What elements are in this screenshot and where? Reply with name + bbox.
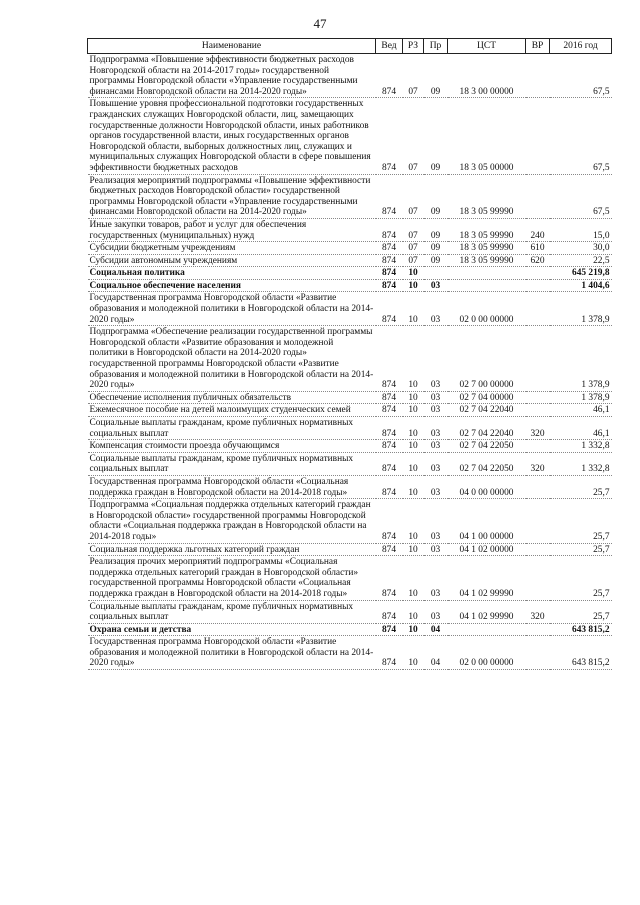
cell-pr: 03 xyxy=(430,441,441,452)
cell-ved: 874 xyxy=(381,314,397,325)
cell-rz: 07 xyxy=(408,243,418,254)
cell-cst: 02 0 00 00000 xyxy=(459,314,514,325)
cell-name: Подпрограмма «Социальная поддержка отдельных категорий граждан в Новгородской области» государственной программы Новгородской области «Социальная поддержка граждан в Новгородской области на 2014-2018 годы» xyxy=(89,500,371,542)
cell-amount: 67,5 xyxy=(593,162,610,173)
cell-vr xyxy=(526,404,550,417)
cell-rz: 10 xyxy=(408,428,418,439)
header-ved: Вед xyxy=(376,39,403,54)
cell-cst: 02 7 00 00000 xyxy=(459,380,514,391)
cell-name: Реализация мероприятий подпрограммы «Повышение эффективности бюджетных расходов Новгородской области» государственной программы Новгородской области «Управление государственными финансами Новгородской области на 2014-2020 годы» xyxy=(89,175,371,218)
cell-rz: 10 xyxy=(408,544,418,555)
cell-ved: 874 xyxy=(381,280,397,291)
cell-cst: 18 3 05 99990 xyxy=(459,243,514,254)
header-pr: Пр xyxy=(424,39,448,54)
table-row xyxy=(88,242,612,255)
table-body xyxy=(88,54,612,670)
cell-vr: 320 xyxy=(530,428,545,439)
cell-name: Субсидии бюджетным учреждениям xyxy=(89,243,236,254)
table-row xyxy=(88,174,612,218)
cell-rz: 10 xyxy=(408,441,418,452)
cell-vr: 240 xyxy=(530,230,545,241)
cell-pr: 03 xyxy=(430,280,441,291)
cell-pr: 09 xyxy=(430,162,441,173)
cell-name: Иные закупки товаров, работ и услуг для обеспечения государственных (муниципальных) нужд xyxy=(89,219,307,241)
cell-amount: 643 815,2 xyxy=(572,658,610,669)
cell-pr: 03 xyxy=(430,428,441,439)
cell-ved: 874 xyxy=(381,531,397,542)
cell-cst xyxy=(448,267,526,280)
cell-vr xyxy=(526,543,550,556)
cell-vr xyxy=(526,326,550,392)
cell-cst: 02 7 04 22050 xyxy=(459,464,514,475)
cell-amount: 30,0 xyxy=(593,243,610,254)
cell-pr: 03 xyxy=(430,405,441,416)
cell-rz: 10 xyxy=(408,612,418,623)
cell-pr: 03 xyxy=(430,380,441,391)
cell-name: Социальные выплаты гражданам, кроме публичных нормативных социальных выплат xyxy=(89,601,354,623)
cell-ved: 874 xyxy=(381,207,397,218)
table-row xyxy=(88,391,612,404)
cell-pr: 03 xyxy=(430,531,441,542)
cell-ved: 874 xyxy=(381,380,397,391)
cell-cst: 04 1 02 99990 xyxy=(459,588,514,599)
cell-ved: 874 xyxy=(381,243,397,254)
cell-rz: 10 xyxy=(408,314,418,325)
table-row xyxy=(88,440,612,453)
page-number: 47 xyxy=(313,16,327,31)
table-row xyxy=(88,404,612,417)
cell-ved: 874 xyxy=(381,612,397,623)
cell-amount: 46,1 xyxy=(593,428,610,439)
cell-name: Обеспечение исполнения публичных обязательств xyxy=(89,392,292,403)
cell-rz: 10 xyxy=(408,658,418,669)
cell-ved: 874 xyxy=(381,230,397,241)
cell-ved: 874 xyxy=(381,588,397,599)
cell-rz: 10 xyxy=(408,380,418,391)
table-row xyxy=(88,279,612,292)
cell-rz: 07 xyxy=(408,207,418,218)
cell-pr: 09 xyxy=(430,243,441,254)
table-row xyxy=(88,543,612,556)
cell-vr xyxy=(526,440,550,453)
cell-cst xyxy=(448,279,526,292)
cell-rz: 10 xyxy=(408,487,418,498)
cell-pr: 03 xyxy=(430,588,441,599)
table-row xyxy=(88,218,612,241)
cell-name: Ежемесячное пособие на детей малоимущих студенческих семей xyxy=(89,405,351,416)
cell-ved: 874 xyxy=(381,268,397,279)
header-year: 2016 год xyxy=(550,39,612,54)
cell-ved: 874 xyxy=(381,487,397,498)
cell-vr: 610 xyxy=(530,243,545,254)
table-row xyxy=(88,98,612,174)
cell-amount: 645 219,8 xyxy=(572,268,610,279)
cell-ved: 874 xyxy=(381,624,397,635)
cell-cst: 18 3 05 99990 xyxy=(459,230,514,241)
cell-rz: 10 xyxy=(408,392,418,403)
cell-amount: 15,0 xyxy=(593,230,610,241)
cell-ved: 874 xyxy=(381,544,397,555)
cell-rz: 07 xyxy=(408,86,418,97)
cell-rz: 10 xyxy=(408,268,418,279)
table-row xyxy=(88,254,612,267)
cell-cst: 02 7 04 22040 xyxy=(459,428,514,439)
table-header-row xyxy=(88,39,612,54)
cell-vr xyxy=(526,174,550,218)
table-row xyxy=(88,54,612,98)
cell-amount: 1 378,9 xyxy=(581,314,610,325)
cell-amount: 25,7 xyxy=(593,487,610,498)
table-row xyxy=(88,267,612,280)
cell-vr xyxy=(526,391,550,404)
cell-cst: 04 1 02 00000 xyxy=(459,544,514,555)
cell-ved: 874 xyxy=(381,255,397,266)
cell-name: Социальная политика xyxy=(89,268,185,279)
cell-amount: 25,7 xyxy=(593,588,610,599)
cell-ved: 874 xyxy=(381,405,397,416)
cell-vr xyxy=(526,292,550,326)
table-row xyxy=(88,556,612,600)
cell-vr xyxy=(526,279,550,292)
cell-ved: 874 xyxy=(381,86,397,97)
cell-pr: 09 xyxy=(430,207,441,218)
cell-cst: 02 7 04 22050 xyxy=(459,441,514,452)
cell-rz: 10 xyxy=(408,624,418,635)
header-rz: РЗ xyxy=(403,39,424,54)
cell-vr xyxy=(526,54,550,98)
cell-amount: 1 378,9 xyxy=(581,380,610,391)
cell-vr xyxy=(526,556,550,600)
cell-pr: 04 xyxy=(430,624,441,635)
cell-rz: 07 xyxy=(408,255,418,266)
cell-rz: 10 xyxy=(408,464,418,475)
table-row xyxy=(88,452,612,475)
cell-rz: 10 xyxy=(408,405,418,416)
cell-amount: 25,7 xyxy=(593,544,610,555)
cell-cst: 04 1 02 99990 xyxy=(459,612,514,623)
table-row xyxy=(88,600,612,623)
cell-name: Подпрограмма «Повышение эффективности бюджетных расходов Новгородской области на 2014-2017 годы» государственной программы Новгородской области «Управление государственными финансами Новгородской области на 2014-2020 годы» xyxy=(89,55,358,97)
cell-cst: 18 3 05 99990 xyxy=(459,255,514,266)
cell-ved: 874 xyxy=(381,428,397,439)
cell-rz: 10 xyxy=(408,531,418,542)
cell-ved: 874 xyxy=(381,464,397,475)
cell-amount: 67,5 xyxy=(593,207,610,218)
cell-cst xyxy=(448,623,526,636)
table-row xyxy=(88,292,612,326)
cell-vr xyxy=(526,98,550,174)
cell-vr xyxy=(526,267,550,280)
cell-ved: 874 xyxy=(381,162,397,173)
cell-name: Социальное обеспечение населения xyxy=(89,280,241,291)
cell-ved: 874 xyxy=(381,392,397,403)
cell-name: Подпрограмма «Обеспечение реализации государственной программы Новгородской области «Развитие образования и молодежной политики в Новгородской области на 2014-2020 годы» государственной программы Новгородской области «Развитие образования и молодежной политики в Новгородской области на 2014-2020 годы» xyxy=(89,327,374,391)
cell-name: Социальные выплаты гражданам, кроме публичных нормативных социальных выплат xyxy=(89,453,354,475)
cell-name: Компенсация стоимости проезда обучающимся xyxy=(89,441,280,452)
cell-ved: 874 xyxy=(381,658,397,669)
cell-vr xyxy=(526,475,550,498)
budget-table xyxy=(87,38,612,670)
cell-ved: 874 xyxy=(381,441,397,452)
cell-cst: 02 7 04 00000 xyxy=(459,392,514,403)
cell-name: Государственная программа Новгородской области «Социальная поддержка граждан в Новгородской области на 2014-2018 годы» xyxy=(89,476,349,498)
cell-name: Социальные выплаты гражданам, кроме публичных нормативных социальных выплат xyxy=(89,418,354,439)
cell-pr: 09 xyxy=(430,230,441,241)
cell-pr: 03 xyxy=(430,487,441,498)
cell-cst: 04 1 00 00000 xyxy=(459,531,514,542)
cell-cst: 18 3 05 00000 xyxy=(459,162,514,173)
cell-pr: 03 xyxy=(430,464,441,475)
cell-pr xyxy=(424,267,448,280)
cell-amount: 1 378,9 xyxy=(581,392,610,403)
cell-pr: 09 xyxy=(430,86,441,97)
cell-name: Социальная поддержка льготных категорий граждан xyxy=(89,544,300,555)
cell-pr: 03 xyxy=(430,314,441,325)
header-vr: ВР xyxy=(526,39,550,54)
table-row xyxy=(88,475,612,498)
cell-name: Реализация прочих мероприятий подпрограммы «Социальная поддержка отдельных категорий граждан в Новгородской области» государственной программы Новгородской области «Социальная поддержка граждан в Новгородской области на 2014-2018 годы» xyxy=(89,557,359,599)
header-cst: ЦСТ xyxy=(448,39,526,54)
header-name: Наименование xyxy=(88,39,376,54)
cell-vr: 320 xyxy=(530,464,545,475)
cell-name: Субсидии автономным учреждениям xyxy=(89,255,238,266)
cell-rz: 07 xyxy=(408,162,418,173)
cell-cst: 02 0 00 00000 xyxy=(459,658,514,669)
cell-rz: 10 xyxy=(408,280,418,291)
table-row xyxy=(88,623,612,636)
cell-amount: 1 404,6 xyxy=(581,280,610,291)
cell-amount: 67,5 xyxy=(593,86,610,97)
table-row xyxy=(88,636,612,670)
cell-cst: 02 7 04 22040 xyxy=(459,405,514,416)
cell-amount: 46,1 xyxy=(593,405,610,416)
cell-name: Государственная программа Новгородской области «Развитие образования и молодежной политики в Новгородской области на 2014-2020 годы» xyxy=(89,293,374,325)
cell-cst: 18 3 00 00000 xyxy=(459,86,514,97)
table-row xyxy=(88,499,612,543)
cell-vr xyxy=(526,636,550,670)
cell-amount: 25,7 xyxy=(593,612,610,623)
cell-vr xyxy=(526,499,550,543)
cell-amount: 1 332,8 xyxy=(581,464,610,475)
cell-name: Повышение уровня профессиональной подготовки государственных гражданских служащих Новгородской области, лиц, замещающих государственные должности Новгородской области, иных работников органов государственной власти, иных государственных органов Новгородской области, выборных должностных лиц, служащих и муниципальных служащих Новгородской области в сфере повышения эффективности бюджетных расходов xyxy=(89,99,371,173)
cell-vr xyxy=(526,623,550,636)
cell-pr: 09 xyxy=(430,255,441,266)
cell-rz: 10 xyxy=(408,588,418,599)
cell-name: Государственная программа Новгородской области «Развитие образования и молодежной политики в Новгородской области на 2014-2020 годы» xyxy=(89,637,374,669)
cell-pr: 03 xyxy=(430,392,441,403)
cell-pr: 03 xyxy=(430,612,441,623)
cell-name: Охрана семьи и детства xyxy=(89,624,192,635)
table-row xyxy=(88,417,612,440)
cell-amount: 643 815,2 xyxy=(572,624,610,635)
cell-rz: 07 xyxy=(408,230,418,241)
cell-pr: 04 xyxy=(430,658,441,669)
cell-amount: 25,7 xyxy=(593,531,610,542)
cell-amount: 22,5 xyxy=(593,255,610,266)
cell-amount: 1 332,8 xyxy=(581,441,610,452)
cell-cst: 04 0 00 00000 xyxy=(459,487,514,498)
table-row xyxy=(88,326,612,392)
cell-vr: 620 xyxy=(530,255,545,266)
cell-pr: 03 xyxy=(430,544,441,555)
cell-vr: 320 xyxy=(530,612,545,623)
cell-cst: 18 3 05 99990 xyxy=(459,207,514,218)
